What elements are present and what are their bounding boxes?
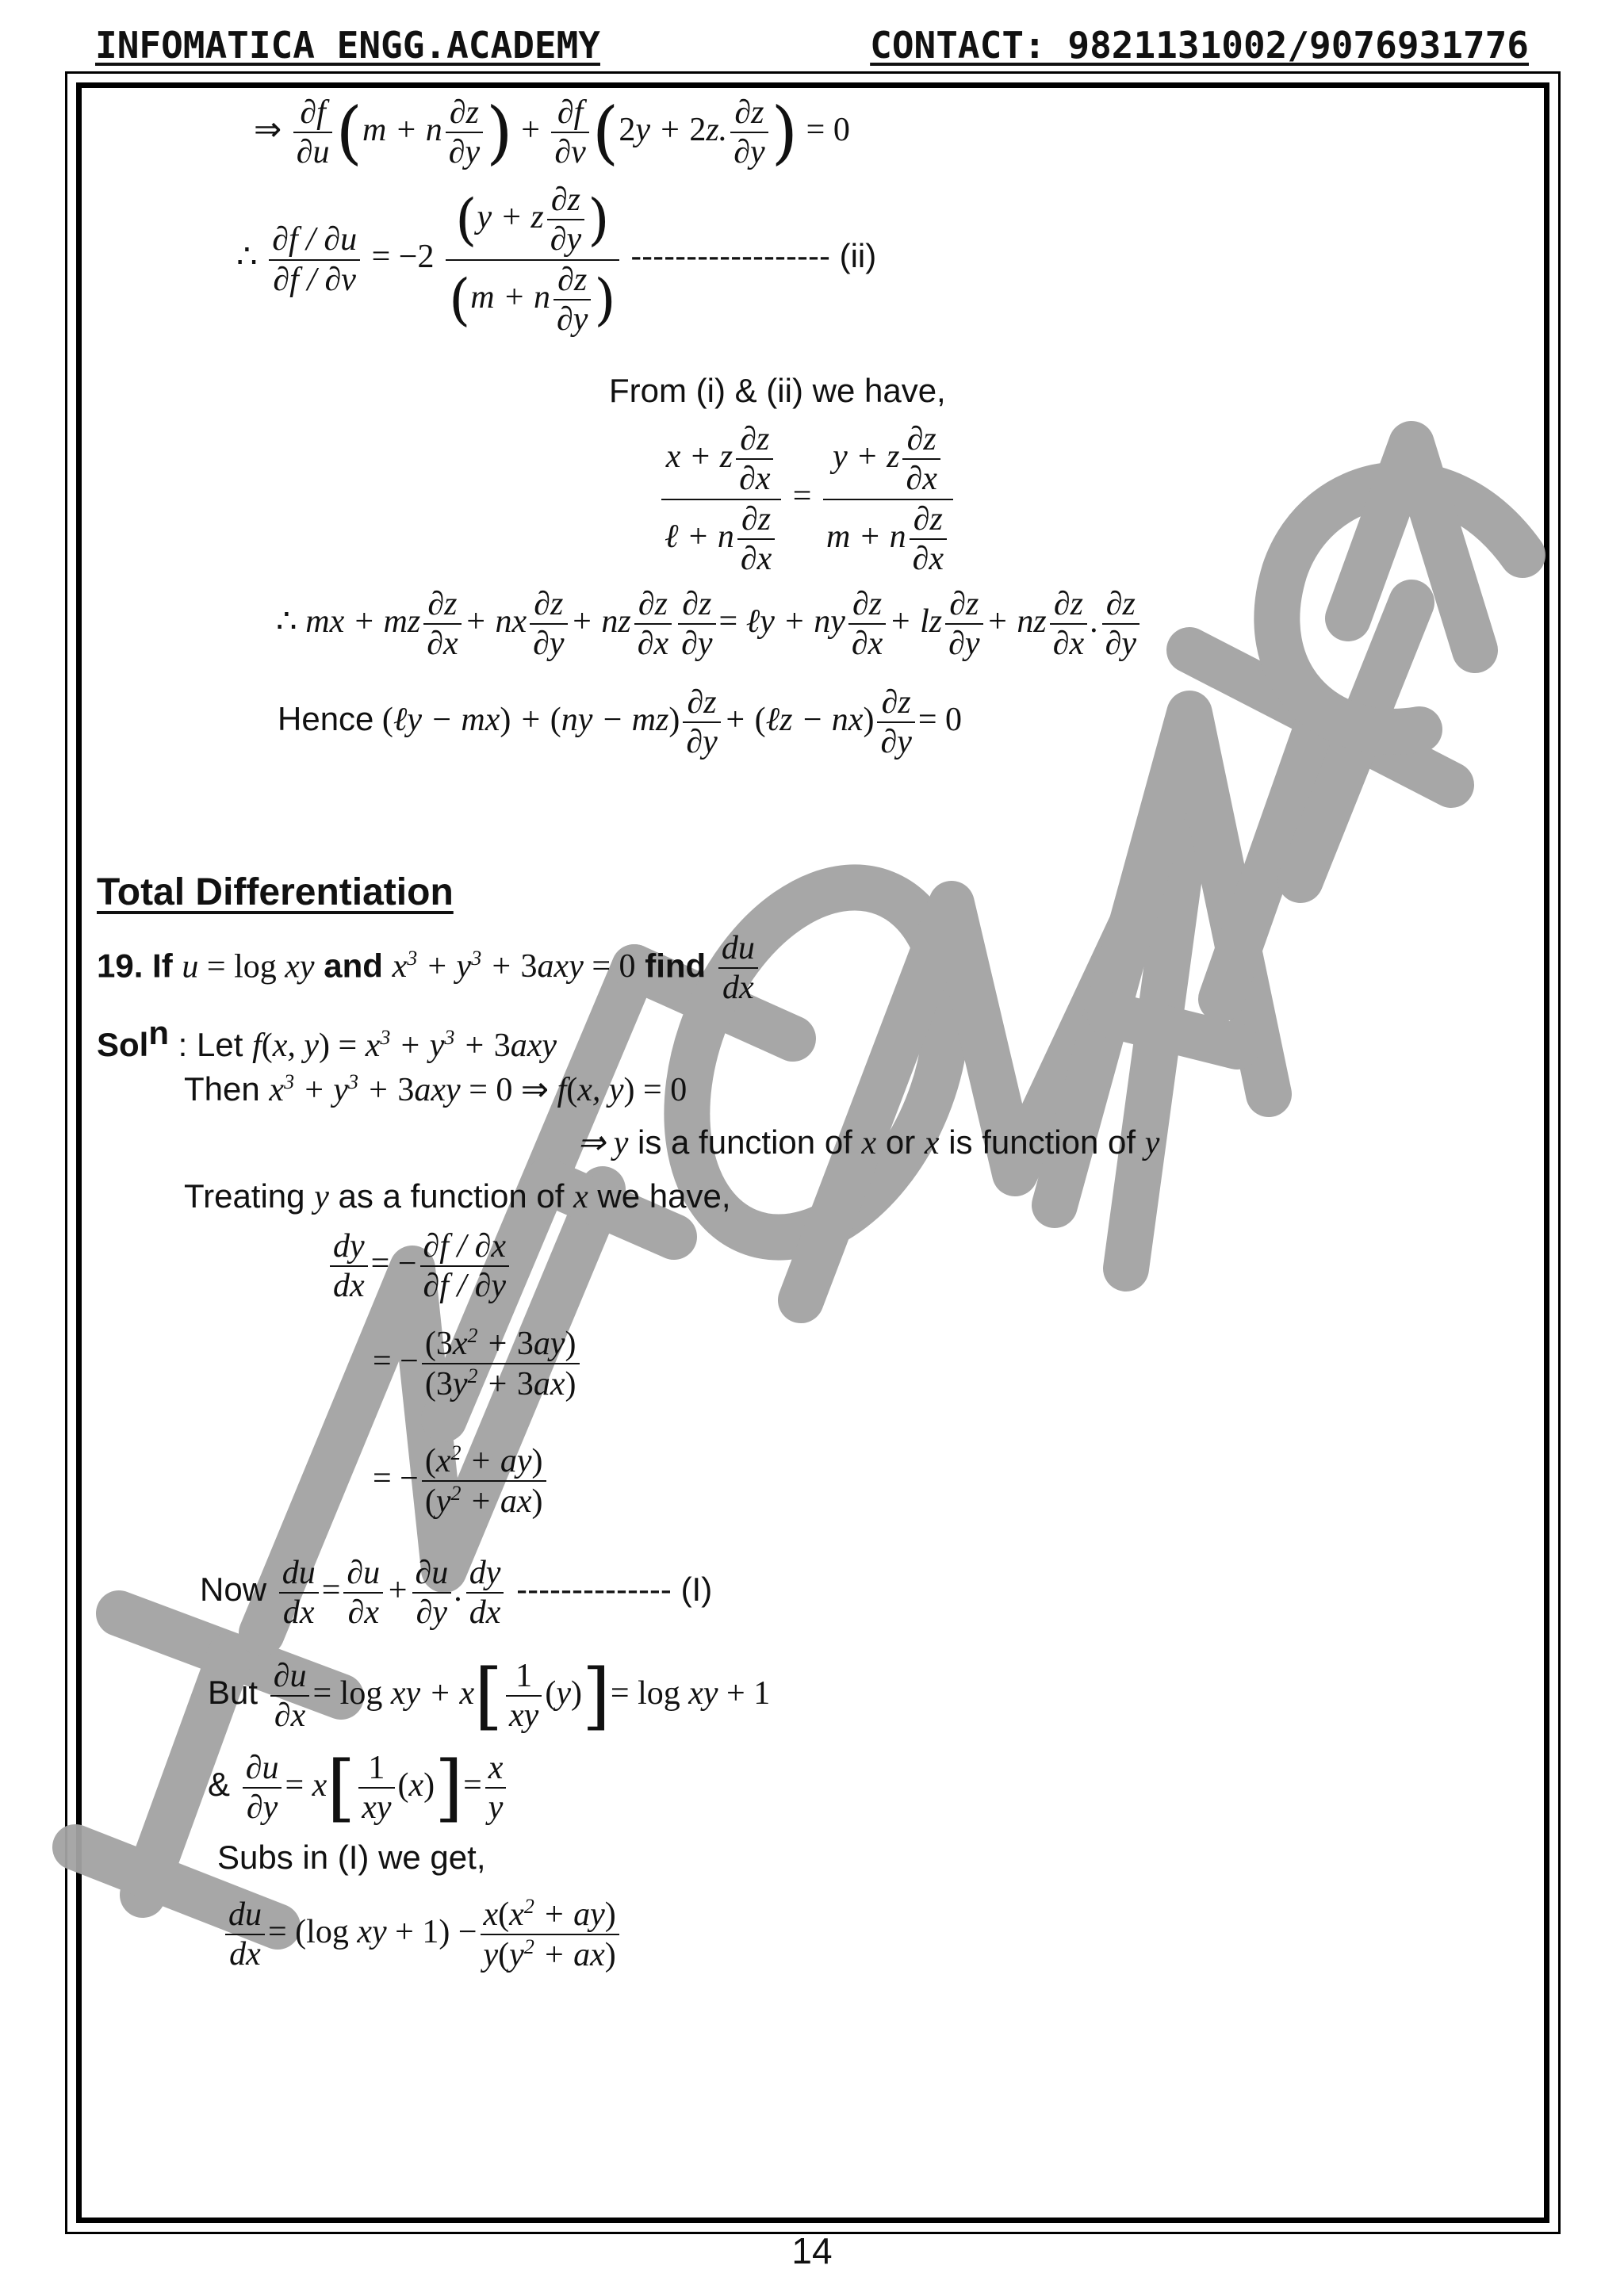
amp-line: & $\frac{\partial u}{\partial y}$ = x[ $\frac{1}{xy}$ (x)]= $\frac{x}{y}$ (208, 1749, 509, 1827)
treating-x: x (573, 1179, 588, 1215)
from-text: From (i) & (ii) we have, (609, 372, 946, 409)
final-equation: $\frac{du}{dx}$ = (log xy + 1) − $\frac{x(x^2 + ay)}{y(y^2 + ax)}$ (222, 1895, 622, 1975)
sol-label: Sol (97, 1026, 149, 1063)
sol-colon: : Let (169, 1026, 243, 1063)
section-title: Total Differentiation (97, 871, 454, 913)
problem-number: 19. If (97, 947, 173, 985)
dydx-line-3: = − $\frac{(x^2 + ay)}{(y^2 + ax)}$ (373, 1441, 550, 1521)
subs-text: Subs in (I) we get, (217, 1839, 486, 1876)
problem-statement: 19. If u = log xy and $x^3 + y^3 + 3axy = 0$ find $\frac{du}{dx}$ (97, 929, 761, 1008)
hence-line: Hence (ℓy − mx) + (ny − mz) $\frac{\partial z}{\partial y}$ + (ℓz − nx) $\frac{\partial z}{\partial y}$ = 0 (278, 684, 963, 761)
then-label: Then (184, 1070, 260, 1108)
implies-text-2: is function of (948, 1123, 1136, 1161)
sol-sup: n (148, 1014, 169, 1051)
now-line: Now $\frac{du}{dx}$ = $\frac{\partial u}{\partial x}$ + $\frac{\partial u}{\partial y}$ . $\frac{dy}{dx}$ -------------- (I) (200, 1555, 713, 1632)
treating-text-1: Treating (184, 1177, 305, 1215)
equation-tag-ii: ------------------ (ii) (630, 237, 877, 275)
contact-info: CONTACT: 9821131002/9076931776 (870, 24, 1529, 67)
treating-text-2: as a function of (338, 1177, 565, 1215)
treating-y: y (314, 1179, 329, 1215)
but-line: But $\frac{\partial u}{\partial x}$ = log xy + x[ $\frac{1}{xy}$ (y)]= log xy + 1 (208, 1653, 771, 1739)
equation-line-3: x + z $\frac{\partial z}{\partial x}$ ℓ + n $\frac{\partial z}{\partial x}$ = y + z $\frac{\partial z}{\partial x}$ m + n $\frac{\partial z}{\partial x}$ (658, 420, 956, 578)
problem-find: find (645, 947, 707, 985)
treating-text-3: we have, (597, 1177, 731, 1215)
hence-label: Hence (278, 699, 374, 737)
implies-line (577, 1123, 1160, 1161)
dydx-line-2: = − $\frac{(3x^2 + 3ay)}{(3y^2 + 3ax)}$ (373, 1324, 583, 1404)
equation-line-1: ⇒ $\frac{\partial f}{\partial u}$ (m + n $\frac{\partial z}{\partial y}$ ) + $\frac{\partial f}{\partial v}$ (2y + 2z. $\frac{\partial z}{\partial y}$ ) = 0 (254, 93, 850, 173)
equation-line-2: ∴ $\frac{\partial f / \partial u}{\partial f / \partial v}$ = −2 (y + z $\frac{\partial z}{\partial y}$ ) (m + n $\frac{\partial z}{\partial y}$ ) ------------------ (ii) (236, 182, 877, 338)
solution-let-line: Sol$^n$ : Let f(x, $y) = x^3 + y^3 + 3axy$ (97, 1014, 557, 1064)
implies-x-1: x (861, 1125, 877, 1161)
then-line: Then $x^3 + y^3 + 3axy = 0$ ⇒ f(x, y) = 0 (184, 1070, 688, 1108)
academy-name: INFOMATICA ENGG.ACADEMY (95, 24, 600, 67)
problem-and: and (324, 947, 383, 985)
implies-or: or (885, 1123, 916, 1161)
implies-text-1: is a function of (638, 1123, 852, 1161)
page-header (95, 24, 1529, 68)
implies-x-2: x (924, 1125, 940, 1161)
equation-tag-I: -------------- (I) (516, 1570, 713, 1608)
implies-y: y (1144, 1125, 1160, 1161)
page-number: 14 (791, 2230, 833, 2271)
equation-line-4: ∴ mx + mz $\frac{\partial z}{\partial x}$ + nx $\frac{\partial z}{\partial y}$ + nz $\frac{\partial z}{\partial x}$ $\frac{\partial z}{\partial y}$ = ℓy + ny $\frac{\partial z}{\partial x}$ + lz $\frac{\partial z}{\partial y}$ + nz $\frac{\partial z}{\partial x}$ . $\frac{\partial z}{\partial y}$ (276, 585, 1143, 664)
treating-line (184, 1177, 731, 1215)
but-label: But (208, 1673, 259, 1711)
now-label: Now (200, 1570, 267, 1608)
implies-prefix: ⇒ y (577, 1125, 629, 1161)
dydx-line-1: $\frac{dy}{dx}$ = − $\frac{\partial f / \partial x}{\partial f / \partial y}$ (327, 1227, 512, 1306)
amp-label: & (208, 1765, 231, 1803)
